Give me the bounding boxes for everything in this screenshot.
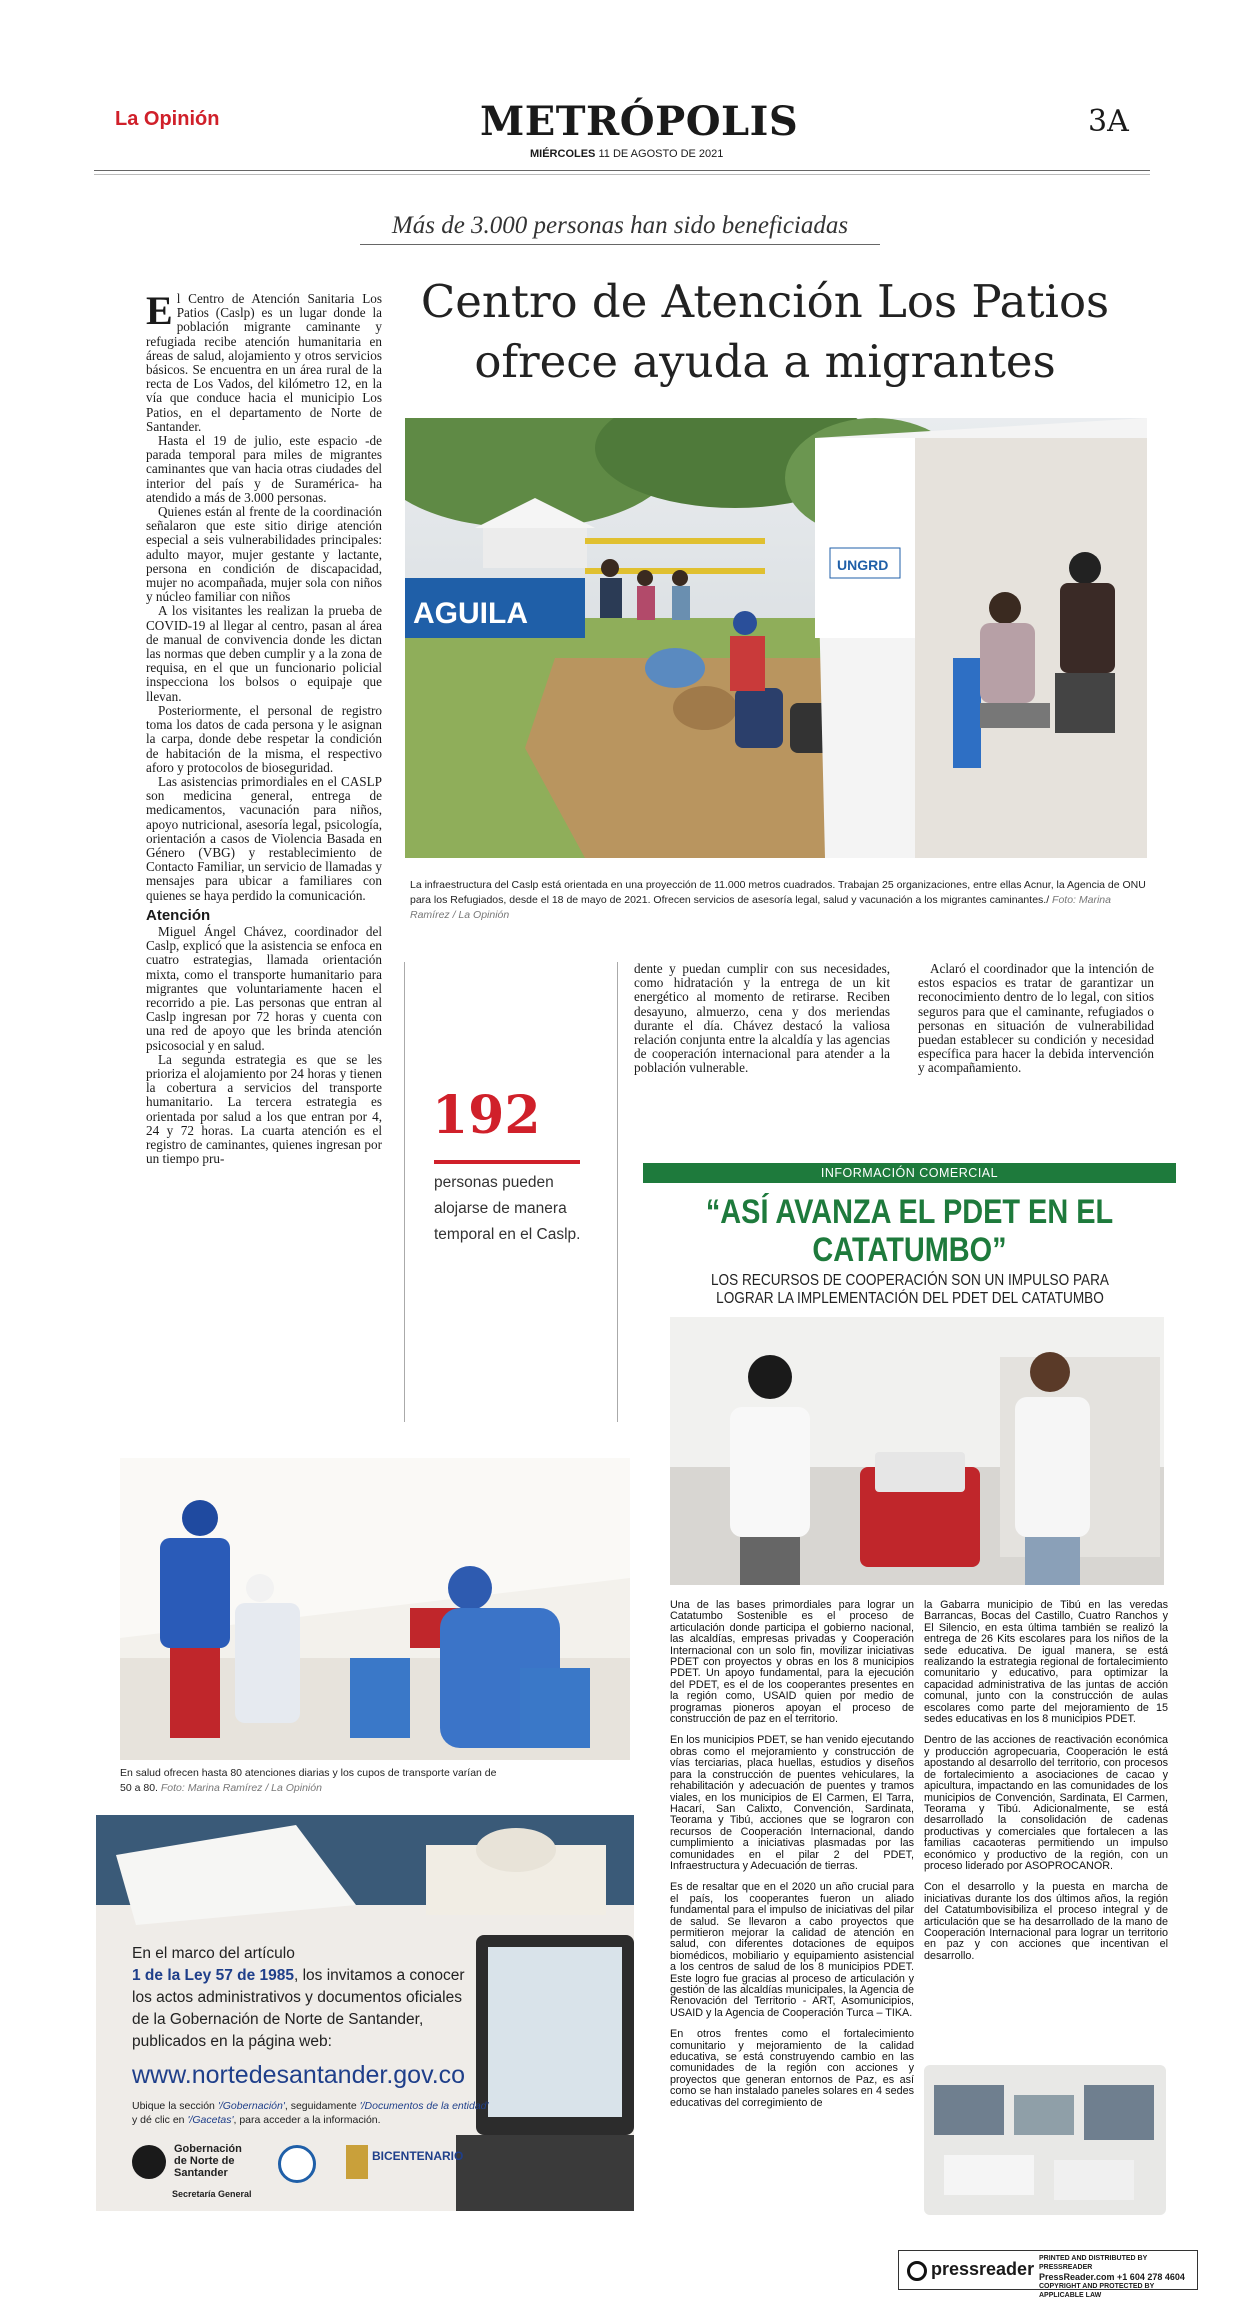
- pdet-column-2: la Gabarra municipio de Tibú en las veredas Barrancas, Bocas del Castillo, Cuatro Ranchos y El Silencio, en esta última también se realizó la entrega de 26 Kits escolares para los niños de la sede educativa. De igual manera, se está realizando la estrategia regional de fortalecimiento comunitario y educativo, para optimizar la capacidad administrativa de las juntas de acción comunal, junto con la construcción de aulas escolares como parte del mejoramiento de 15 sedes educativas en los 8 municipios PDET. Dentro de las acciones de reactivación económica y producción agropecuaria, Cooperación le está apostando al desarrollo del territorio, con procesos de fortalecimiento a asociaciones de cacao y apicultura, impactando en las comunidades de los municipios de Convención, Sardinata, El Carmen, Teorama y Tibú. Adicionalmente, se está desarrollado la consolidación de cadenas productivas y comerciales que fortalecen a las familias cacaoteras permitiendo un impulso económico y productivo de la región, con un proceso liderado por ASOPROCANOR. Con el desarrollo y la puesta en marcha de iniciativas durante los dos últimos años, la región del Catatumbovisibiliza el proceso integral y de articulación que se ha desarrollado de la mano de Cooperación Internacional para lograr un territorio en paz y con acciones que incentivan el desarrollo.: [924, 1599, 1168, 1962]
- column-divider: [404, 962, 405, 1422]
- pdet-photo: [670, 1317, 1164, 1585]
- ad-url-link[interactable]: www.nortedesantander.gov.co: [132, 2061, 466, 2089]
- headline: Centro de Atención Los Patios ofrece ayuda a migrantes: [420, 275, 1110, 388]
- article-column-right: Aclaró el coordinador que la intención de estos espacios es tratar de garantizar un reconocimiento dentro de lo legal, con sitios seguros para que el caminante, refugiados o personas en situación de vulnerabilidad puedan establecer su condición y necesidad específica para hacer la debida intervención y acompañamiento.: [918, 961, 1154, 1076]
- newspaper-brand: La Opinión: [115, 108, 220, 130]
- section-title: METRÓPOLIS: [480, 98, 799, 145]
- pdet-small-photo: [924, 2065, 1166, 2215]
- article-column-left: El Centro de Atención Sanitaria Los Patios (Caslp) es un lugar donde la población migrante caminante y refugiada recibe atención humanitaria en áreas de salud, alojamiento y otros servicios básicos. Se encuentra en un área rural de la recta de Los Vados, del kilómetro 12, en la vía que conduce hacia el municipio Los Patios, en el departamento de Norte de Santander. Hasta el 19 de julio, este espacio -de parada temporal para miles de migrantes caminantes que van hacia otras ciudades del interior del país y de Suramérica- ha atendido a más de 3.000 personas. Quienes están al frente de la coordinación señalaron que este sitio dirige atención especial a seis vulnerabilidades principales: adulto mayor, mujer gestante y lactante, persona en condición de discapacidad, mujer no acompañada, mujer sola con niños y núcleo familiar con niños A los visitantes les realizan la prueba de COVID-19 al llegar al centro, pasan al área de manual de convivencia donde les dictan las normas que deben cumplir y a la zona de requisa, en el que un funcionario policial inspecciona los bolsos o equipaje que llevan. Posteriormente, el personal de registro toma los datos de cada persona y le asignan la carpa, donde debe respetar la condición de habitación de la misma, el respectivo aforo y protocolos de bioseguridad. Las asistencias primordiales en el CASLP son medicina general, entrega de medicamentos, vacunación para niños, apoyo nutricional, asesoría legal, psicología, orientación a casos de Violencia Basada en Género (VBG) y restablecimiento de Contacto Familiar, un servicio de llamadas y mensajes para ubicar a familiares con quienes se haya perdido la comunicación. Atención Miguel Ángel Chávez, coordinador del Caslp, explicó que la asistencia se enfoca en cuatro estrategias, llamada orientación mixta, como el transporte humanitario para migrantes que voluntariamente hacen el recorrido a pie. Las personas que entran al Caslp ingresan por 72 horas y cuenta con una red de apoyo que les brinda atención psicosocial y en salud. La segunda estrategia es que se les prioriza el alojamiento por 24 horas y tienen la cobertura a servicios del transporte humanitario. La tercera estrategia es orientada por salud a los que entran por 4, 24 y 72 horas. La cuarta atención es el registro de caminantes, quienes ingresan por un tiempo pru-: [146, 288, 382, 1167]
- seal-icon: [278, 2145, 316, 2183]
- article-column-mid: dente y puedan cumplir con sus necesidades, como hidratación y la entrega de un kit energético al momento de retirarse. Reciben desayuno, almuerzo, cena y dos meriendas durante el día. Chávez destacó la valiosa relación conjunta entre la alcaldía y las agencias de cooperación internacional para atender a la población vulnerable.: [634, 961, 890, 1076]
- drop-cap: E: [146, 288, 173, 333]
- issue-date: MIÉRCOLES 11 DE AGOSTO DE 2021: [530, 148, 724, 160]
- header-rule-2: [94, 174, 1150, 175]
- main-photo-migrant-center: [405, 418, 1147, 858]
- health-photo-caption: En salud ofrecen hasta 80 atenciones diarias y los cupos de transporte varían de 50 a 80. Foto: Marina Ramírez / La Opinión: [120, 1767, 497, 1794]
- stat-rule: [434, 1160, 580, 1164]
- government-ad: En el marco del artículo 1 de la Ley 57 de 1985, los invitamos a conocer los actos administrativos y documentos oficiales de la Gobernación de Norte de Santander, publicados en la página web: www.nortedesantander.gov.co Ubique la sección '/Gobernación', seguidamente '/Documentos de la entidad' y dé clic en '/Gacetas', para acceder a la información. Gobernación de Norte de Santander Secretaría General BICENTENARIO: [96, 1815, 634, 2211]
- subhead-atencion: Atención: [146, 906, 211, 924]
- header-rule: [94, 170, 1150, 171]
- pdet-subtitle: LOS RECURSOS DE COOPERACIÓN SON UN IMPULSO PARA LOGRAR LA IMPLEMENTACIÓN DEL PDET DEL CATATUMBO: [710, 1272, 1109, 1307]
- column-divider: [617, 962, 618, 1422]
- health-photo: [120, 1458, 630, 1760]
- coat-of-arms-icon: [132, 2145, 166, 2179]
- commercial-info-bar: INFORMACIÓN COMERCIAL: [643, 1163, 1176, 1183]
- tent-logo-text: UNGRD: [837, 557, 889, 573]
- pressreader-footer: pressreader PRINTED AND DISTRIBUTED BY PRESSREADER PressReader.com +1 604 278 4604 COPYRIGHT AND PROTECTED BY APPLICABLE LAW: [898, 2250, 1198, 2290]
- pdet-title: “ASÍ AVANZA EL PDET EN EL CATATUMBO”: [705, 1193, 1114, 1269]
- stat-number: 192: [432, 1085, 541, 1146]
- main-photo-caption: La infraestructura del Caslp está orientada en una proyección de 11.000 metros cuadrados. Trabajan 25 organizaciones, entre ellas Acnur, la Agencia de ONU para los Refugiados, desde el 18 de mayo de 2021. Ofrecen servicios de asesoría legal, salud y vacunación a los migrantes caminantes./ Foto: Marina Ramírez / La Opinión: [410, 879, 1146, 921]
- banner-text: AGUILA: [413, 597, 528, 630]
- stat-text: personas pueden alojarse de manera temporal en el Caslp.: [434, 1174, 581, 1243]
- bicentenario-logo-icon: [346, 2145, 368, 2179]
- pressreader-logo-icon: [907, 2261, 927, 2281]
- pdet-column-1: Una de las bases primordiales para lograr un Catatumbo Sostenible es el proceso de articulación donde participa el gobierno nacional, las alcaldías, empresas privadas y Cooperación Internacional con un solo fin, movilizar iniciativas PDET con proyectos y obras en los 8 municipios PDET. Un apoyo fundamental, para la ejecución del PDET, es el de los cooperantes presentes en la región como, USAID quien por medio de programas pioneros apoyan el proceso de construcción de paz en el territorio. En los municipios PDET, se han venido ejecutando obras como el mejoramiento y construcción de vías terciarias, placa huellas, estudios y diseños para la construcción de puentes vehiculares, la rehabilitación y adecuación de puentes y tramos viales, en los municipios de El Carmen, El Tarra, Hacarí, San Calixto, Convención, Sardinata, Teorama y Tibú, acciones que se lograron con recursos de Cooperación Internacional, dando cumplimiento a iniciativas plasmadas por las comunidades en el pilar 2 del PDET, Infraestructura y Adecuación de tierras. Es de resaltar que en el 2020 un año crucial para el país, los cooperantes fueron un aliado fundamental para el impulso de iniciativas del pilar de salud. Se llevaron a cabo proyectos que permitieron mejorar la calidad de atención en salud, con diferentes dotaciones de equipos biomédicos, mobiliario y equipamiento asistencial a los centros de salud de los 8 municipios PDET. Este logro fue gracias al proceso de articulación y gestión de las alcaldías municipales, la Agencia de Renovación del Territorio - ART, Asomunicipios, USAID y la Agencia de Cooperación Turca – TIKA. En otros frentes como el fortalecimiento comunitario y mejoramiento de la calidad educativa, se está construyendo cambio en las comunidades de la región con acciones y proyectos que generan entornos de Paz, es así como se han instalado paneles solares en 4 sedes educativas del corregimiento de: [670, 1599, 914, 2109]
- kicker: Más de 3.000 personas han sido beneficiadas: [360, 212, 880, 245]
- page-number: 3A: [1088, 104, 1129, 139]
